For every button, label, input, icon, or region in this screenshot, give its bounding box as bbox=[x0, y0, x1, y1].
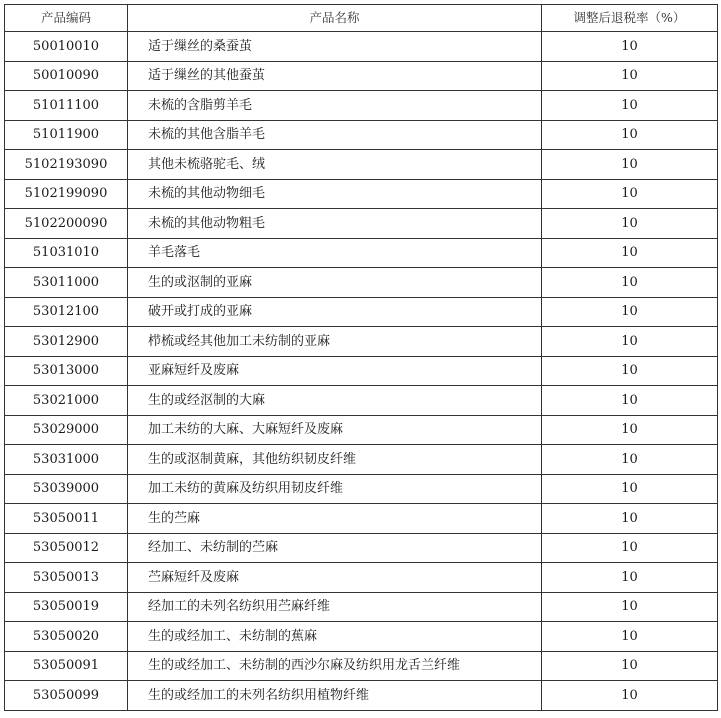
product-code-cell: 53012900 bbox=[5, 327, 128, 357]
rebate-rate-cell: 10 bbox=[542, 120, 718, 150]
product-code-cell: 51011900 bbox=[5, 120, 128, 150]
product-name-cell: 生的或经加工、未纺制的西沙尔麻及纺织用龙舌兰纤维 bbox=[128, 651, 542, 681]
product-code-cell: 53029000 bbox=[5, 415, 128, 445]
table-body bbox=[5, 32, 718, 711]
tax-rebate-table bbox=[4, 4, 718, 711]
product-code-cell: 5102200090 bbox=[5, 209, 128, 239]
rebate-rate-cell: 10 bbox=[542, 386, 718, 416]
product-name-cell: 未梳的其他动物细毛 bbox=[128, 179, 542, 209]
rebate-rate-cell: 10 bbox=[542, 533, 718, 563]
product-name-cell: 适于缫丝的桑蚕茧 bbox=[128, 32, 542, 62]
product-name-cell: 亚麻短纤及废麻 bbox=[128, 356, 542, 386]
product-name-cell: 生的或经沤制的大麻 bbox=[128, 386, 542, 416]
rebate-rate-cell: 10 bbox=[542, 61, 718, 91]
product-code-cell: 53050012 bbox=[5, 533, 128, 563]
table-row bbox=[5, 297, 718, 327]
header-product-name: 产品名称 bbox=[128, 5, 542, 32]
rebate-rate-cell: 10 bbox=[542, 592, 718, 622]
product-code-cell: 53039000 bbox=[5, 474, 128, 504]
product-code-cell: 53012100 bbox=[5, 297, 128, 327]
rebate-rate-cell: 10 bbox=[542, 32, 718, 62]
table-row bbox=[5, 681, 718, 711]
table-row bbox=[5, 327, 718, 357]
table-row bbox=[5, 150, 718, 180]
table-row bbox=[5, 592, 718, 622]
rebate-rate-cell: 10 bbox=[542, 327, 718, 357]
rebate-rate-cell: 10 bbox=[542, 415, 718, 445]
table-row bbox=[5, 61, 718, 91]
table-row bbox=[5, 415, 718, 445]
product-name-cell: 未梳的其他动物粗毛 bbox=[128, 209, 542, 239]
table-header bbox=[5, 5, 718, 32]
table-row bbox=[5, 179, 718, 209]
product-name-cell: 适于缫丝的其他蚕茧 bbox=[128, 61, 542, 91]
product-code-cell: 53011000 bbox=[5, 268, 128, 298]
table-row bbox=[5, 91, 718, 121]
rebate-rate-cell: 10 bbox=[542, 445, 718, 475]
product-code-cell: 53050099 bbox=[5, 681, 128, 711]
product-code-cell: 53013000 bbox=[5, 356, 128, 386]
product-code-cell: 53050011 bbox=[5, 504, 128, 534]
rebate-rate-cell: 10 bbox=[542, 622, 718, 652]
product-name-cell: 加工未纺的大麻、大麻短纤及废麻 bbox=[128, 415, 542, 445]
product-code-cell: 50010010 bbox=[5, 32, 128, 62]
product-name-cell: 未梳的含脂剪羊毛 bbox=[128, 91, 542, 121]
table-row bbox=[5, 268, 718, 298]
table-row bbox=[5, 209, 718, 239]
product-code-cell: 50010090 bbox=[5, 61, 128, 91]
table-row bbox=[5, 445, 718, 475]
table-row bbox=[5, 386, 718, 416]
rebate-rate-cell: 10 bbox=[542, 91, 718, 121]
header-rebate-rate: 调整后退税率（%） bbox=[542, 5, 718, 32]
product-name-cell: 加工未纺的黄麻及纺织用韧皮纤维 bbox=[128, 474, 542, 504]
product-name-cell: 生的或沤制的亚麻 bbox=[128, 268, 542, 298]
product-name-cell: 羊毛落毛 bbox=[128, 238, 542, 268]
rebate-rate-cell: 10 bbox=[542, 209, 718, 239]
rebate-rate-cell: 10 bbox=[542, 238, 718, 268]
product-name-cell: 生的或经加工的未列名纺织用植物纤维 bbox=[128, 681, 542, 711]
table-row bbox=[5, 651, 718, 681]
product-code-cell: 53050019 bbox=[5, 592, 128, 622]
header-row bbox=[5, 5, 718, 32]
rebate-rate-cell: 10 bbox=[542, 563, 718, 593]
product-name-cell: 破开或打成的亚麻 bbox=[128, 297, 542, 327]
rebate-rate-cell: 10 bbox=[542, 474, 718, 504]
product-name-cell: 苎麻短纤及废麻 bbox=[128, 563, 542, 593]
product-code-cell: 51011100 bbox=[5, 91, 128, 121]
product-code-cell: 53050013 bbox=[5, 563, 128, 593]
rebate-rate-cell: 10 bbox=[542, 179, 718, 209]
rebate-rate-cell: 10 bbox=[542, 297, 718, 327]
product-name-cell: 生的或沤制黄麻，其他纺织韧皮纤维 bbox=[128, 445, 542, 475]
product-code-cell: 53050020 bbox=[5, 622, 128, 652]
rebate-rate-cell: 10 bbox=[542, 651, 718, 681]
product-code-cell: 53031000 bbox=[5, 445, 128, 475]
product-code-cell: 51031010 bbox=[5, 238, 128, 268]
table-row bbox=[5, 356, 718, 386]
table-row bbox=[5, 533, 718, 563]
product-name-cell: 经加工、未纺制的苎麻 bbox=[128, 533, 542, 563]
product-name-cell: 栉梳或经其他加工未纺制的亚麻 bbox=[128, 327, 542, 357]
product-name-cell: 生的或经加工、未纺制的蕉麻 bbox=[128, 622, 542, 652]
rebate-rate-cell: 10 bbox=[542, 356, 718, 386]
table-row bbox=[5, 238, 718, 268]
product-code-cell: 5102193090 bbox=[5, 150, 128, 180]
product-name-cell: 经加工的未列名纺织用苎麻纤维 bbox=[128, 592, 542, 622]
product-name-cell: 其他未梳骆驼毛、绒 bbox=[128, 150, 542, 180]
table-row bbox=[5, 563, 718, 593]
table-row bbox=[5, 622, 718, 652]
table-row bbox=[5, 504, 718, 534]
table-row bbox=[5, 474, 718, 504]
product-name-cell: 生的苎麻 bbox=[128, 504, 542, 534]
rebate-rate-cell: 10 bbox=[542, 150, 718, 180]
header-product-code: 产品编码 bbox=[5, 5, 128, 32]
rebate-rate-cell: 10 bbox=[542, 681, 718, 711]
product-code-cell: 5102199090 bbox=[5, 179, 128, 209]
product-code-cell: 53021000 bbox=[5, 386, 128, 416]
product-name-cell: 未梳的其他含脂羊毛 bbox=[128, 120, 542, 150]
table-row bbox=[5, 32, 718, 62]
rebate-rate-cell: 10 bbox=[542, 268, 718, 298]
product-code-cell: 53050091 bbox=[5, 651, 128, 681]
table-row bbox=[5, 120, 718, 150]
rebate-rate-cell: 10 bbox=[542, 504, 718, 534]
